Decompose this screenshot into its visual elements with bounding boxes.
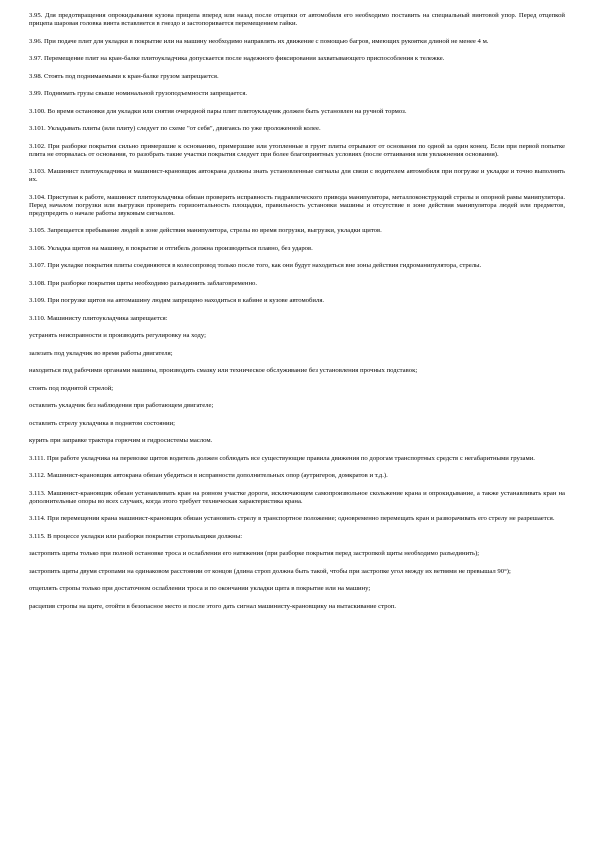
- paragraph-3-107: 3.107. При укладке покрытия плиты соединяются в колесопровод только после того, как они будут находиться вне зоны действия гидроманипулятора, стрелы.: [29, 262, 482, 269]
- list-item-3-110-2: залезать под укладчик во время работы двигателя;: [29, 349, 173, 357]
- list-item-3-110-4: стоять под поднятой стрелой;: [29, 384, 114, 392]
- paragraph-3-108: 3.108. При разборке покрытия щиты необходимо разъединить заблаговременно.: [29, 279, 258, 287]
- paragraph-3-112: 3.112. Машинист-крановщик автокрана обязан убедиться в исправности дополнительных опор (аутригеров, домкратов и т.д.).: [29, 472, 388, 479]
- paragraph-3-97: 3.97. Перемещение плит на кран-балке плитоукладчика допускается после надежного фиксирования захватывающего приспособления к тележке.: [29, 55, 445, 62]
- paragraph-3-104: 3.104. Приступая к работе, машинист плитоукладчика обязан проверить исправность гидравлического привода манипулятора, металлоконструкций стрелы и опорной рамы манипулятора. Перед началом погрузки или выгрузки проверить горизонтальность площадки, правильность установки машины и отсутствие в зоне действия манипулятора людей или предметов, предупредить о начале работы звуковым сигналом.: [29, 193, 565, 217]
- paragraph-3-102: 3.102. При разборке покрытия сильно примерзшие к основанию, примерзшие или утопленные в грунт плиты отрывают от основания по одной за один конец. Если при первой попытке плита не оторвалась от основания, то разобрать такие участки покрытия следует при более благоприятных условиях (после оттаивания или увлажнения основания).: [29, 142, 565, 158]
- list-item-3-115-4: расцепив стропы на щите, отойти в безопасное место и после этого дать сигнал машинисту-крановщику на вытаскивание строп.: [29, 602, 397, 610]
- document-body: [29, 12, 565, 620]
- list-item-3-110-5: оставлять укладчик без наблюдения при работающем двигателе;: [29, 402, 214, 409]
- paragraph-3-111: 3.111. При работе укладчика на перевозке щитов водитель должен соблюдать все существующие правила движения по дорогам транспортных средств с негабаритными грузами.: [29, 454, 535, 462]
- list-item-3-115-1: застропить щиты только при полной остановке троса и ослаблении его натяжения (при разборке покрытия перед застропкой щиты необходимо разъединить);: [29, 550, 480, 557]
- list-item-3-110-7: курить при заправке трактора горючим и гидросистемы маслом.: [29, 437, 213, 444]
- paragraph-3-113: 3.113. Машинист-крановщик обязан устанавливать кран на ровном участке дороги, исключающем самопроизвольное скольжение крана и опрокидывание, а также устанавливать кран на дополнительные опоры во всех случаях, когда этого требует техническая характеристика крана.: [29, 489, 565, 505]
- list-item-3-115-2: застропить щиты двумя стропами на одинаковом расстоянии от концов (длина строп должна быть такой, чтобы при застропке угол между их ветвями не превышал 90°);: [29, 567, 511, 575]
- paragraph-3-96: 3.96. При подаче плит для укладки в покрытие или на машину необходимо направлять их движение с помощью багров, имеющих рукоятки длиной не менее 4 м.: [29, 37, 489, 45]
- paragraph-3-110: 3.110. Машинисту плитоукладчика запрещается:: [29, 314, 168, 322]
- list-item-3-115-3: отцеплять стропы только при достаточном ослаблении троса и по окончании укладки щита в покрытие или на машину;: [29, 585, 371, 592]
- paragraph-3-98: 3.98. Стоять под поднимаемыми к кран-балке грузом запрещается.: [29, 72, 219, 80]
- list-item-3-110-1: устранять неисправности и производить регулировку на ходу;: [29, 332, 206, 339]
- paragraph-3-115: 3.115. В процессе укладки или разборки покрытия стропальщики должны:: [29, 532, 243, 540]
- paragraph-3-114: 3.114. При перемещении крана машинист-крановщик обязан установить стрелу в транспортное положение; одновременно перемещать кран и разворачивать его стрелу не разрешается.: [29, 515, 555, 522]
- paragraph-3-101: 3.101. Укладывать плиты (или плиту) следует по схеме "от себя", двигаясь по уже проложенной колее.: [29, 125, 321, 132]
- list-item-3-110-6: оставлять стрелу укладчика в поднятом состоянии;: [29, 419, 175, 427]
- paragraph-3-99: 3.99. Поднимать грузы свыше номинальной грузоподъемности запрещается.: [29, 90, 248, 97]
- paragraph-3-106: 3.106. Укладка щитов на машину, в покрытие и отгибель должна производиться плавно, без ударов.: [29, 244, 313, 252]
- list-item-3-110-3: находиться под рабочими органами машины, производить смазку или техническое обслуживание без установления прочных подставок;: [29, 367, 418, 374]
- paragraph-3-100: 3.100. Во время остановки для укладки или снятия очередной пары плит плитоукладчик должен быть установлен на ручной тормоз.: [29, 107, 407, 115]
- paragraph-3-103: 3.103. Машинист плитоукладчика и машинист-крановщик автокрана должны знать установленные сигналы для связи с водителем автомобиля при погрузке и укладке и точно выполнять их.: [29, 168, 565, 183]
- paragraph-3-109: 3.109. При погрузке щитов на автомашину людям запрещено находиться в кабине и кузове автомобиля.: [29, 297, 325, 304]
- paragraph-3-105: 3.105. Запрещается пребывание людей в зоне действия манипулятора, стрелы во время погрузки, выгрузки, укладки щитов.: [29, 227, 382, 234]
- paragraph-3-95: 3.95. Для предотвращения опрокидывания кузова прицепа вперед или назад после отцепки от автомобиля его необходимо поставить на специальный винтовой упор. Перед отцепкой прицепа шаровая головка винта вставляется в гнездо и застопоривается перемещением гайки.: [29, 12, 565, 27]
